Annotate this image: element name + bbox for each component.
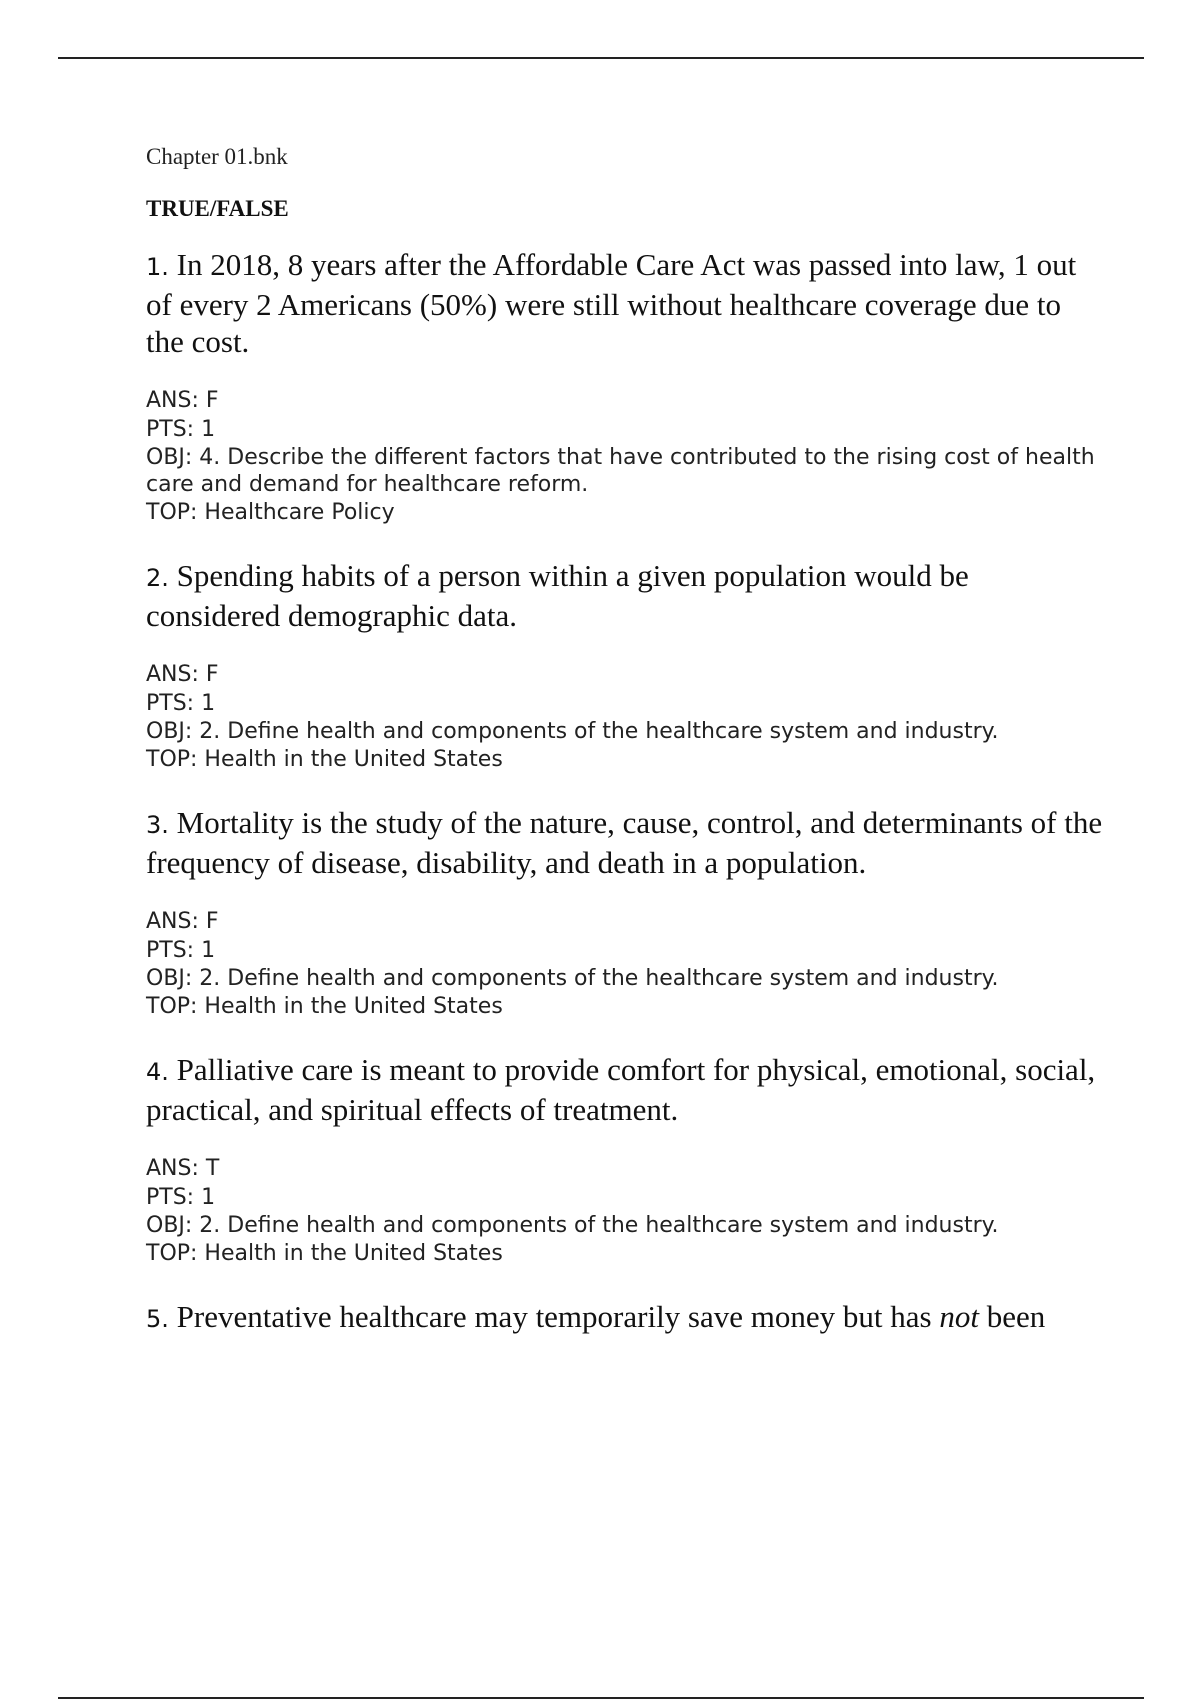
question-text [146,1298,1106,1338]
question-body: Mortality is the study of the nature, cause, control, and determinants of the frequency of disease, disability, and death in a population. [146,805,1103,880]
question-3 [146,804,1106,1021]
question-text [146,804,1106,881]
question-number: 5. [146,1305,169,1333]
topic-line: TOP: Health in the United States [146,747,503,772]
question-body: In 2018, 8 years after the Affordable Care Act was passed into law, 1 out of every 2 Americans (50%) were still without healthcare coverage due to the cost. [146,247,1077,359]
question-number: 4. [146,1058,169,1086]
points-line: PTS: 1 [146,417,216,442]
answer-meta [146,1154,1106,1268]
question-number: 3. [146,811,169,839]
topic-line: TOP: Healthcare Policy [146,500,395,525]
document-page [146,144,1106,1368]
points-line: PTS: 1 [146,1185,216,1210]
document-filename: Chapter 01.bnk [146,144,288,169]
question-4 [146,1051,1106,1268]
question-body: Spending habits of a person within a given population would be considered demographic data. [146,558,969,633]
topic-line: TOP: Health in the United States [146,994,503,1019]
question-number: 2. [146,564,169,592]
answer-line: ANS: F [146,662,219,687]
objective-line: OBJ: 4. Describe the different factors that have contributed to the rising cost of health care and demand for healthcare reform. [146,445,1095,497]
answer-line: ANS: F [146,388,219,413]
objective-line: OBJ: 2. Define health and components of the healthcare system and industry. [146,719,999,744]
section-title: TRUE/FALSE [146,196,289,221]
answer-line: ANS: T [146,1156,220,1181]
question-text [146,557,1106,634]
objective-line: OBJ: 2. Define health and components of the healthcare system and industry. [146,1213,999,1238]
top-divider [58,57,1144,59]
objective-line: OBJ: 2. Define health and components of the healthcare system and industry. [146,966,999,991]
answer-meta [146,907,1106,1021]
answer-meta [146,386,1106,527]
points-line: PTS: 1 [146,938,216,963]
question-body-start: Preventative healthcare may temporarily save money but has [176,1299,940,1334]
question-body-emphasis: not [939,1299,979,1334]
question-body: Palliative care is meant to provide comfort for physical, emotional, social, practical, and spiritual effects of treatment. [146,1052,1096,1127]
question-text [146,246,1106,360]
question-5-partial [146,1298,1106,1338]
points-line: PTS: 1 [146,691,216,716]
question-body-end: been [978,1299,1046,1334]
question-2 [146,557,1106,774]
bottom-divider [58,1697,1144,1699]
answer-line: ANS: F [146,909,219,934]
topic-line: TOP: Health in the United States [146,1241,503,1266]
question-number: 1. [146,253,169,281]
question-text [146,1051,1106,1128]
question-1 [146,246,1106,527]
answer-meta [146,660,1106,774]
